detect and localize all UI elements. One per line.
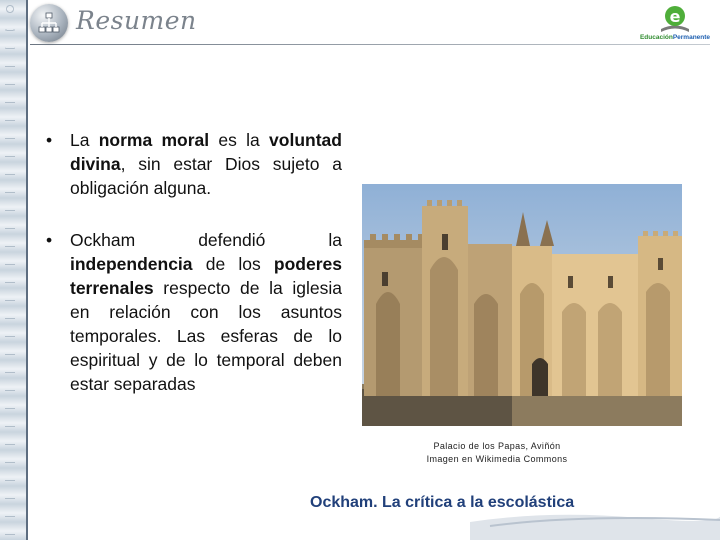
footer-title: Ockham. La crítica a la escolástica	[310, 494, 575, 511]
bullet-emphasis: voluntad divina	[70, 130, 342, 174]
bullet-text: Ockham defendió la	[70, 230, 342, 250]
caption-title: Palacio de los Papas, Aviñón	[433, 441, 561, 451]
bullet-text: respecto de la iglesia en relación con los asuntos temporales. Las esferas de lo espiritual y de lo temporal deben estar separadas	[70, 278, 342, 394]
sitemap-icon	[30, 4, 68, 42]
educacion-permanente-logo	[636, 4, 714, 44]
svg-text:e: e	[669, 7, 681, 26]
decorative-left-border	[0, 0, 28, 540]
bullet-emphasis: independencia	[70, 254, 193, 274]
e-book-logo-icon	[636, 4, 714, 34]
bullet-icon: •	[46, 130, 53, 150]
bullet-point	[46, 228, 342, 396]
palace-of-the-popes-photo	[362, 184, 682, 426]
header-divider	[30, 44, 710, 45]
bullet-icon: •	[46, 230, 53, 250]
bullet-emphasis: poderes terrenales	[70, 254, 342, 298]
logo-text-permanente: Permanente	[672, 34, 711, 41]
bullet-text: La	[70, 130, 90, 150]
bullet-text: de los	[205, 254, 261, 274]
summary-content	[46, 128, 342, 396]
bullet-text: , sin estar Dios sujeto a obligación alguna.	[70, 154, 342, 198]
bullet-emphasis: norma moral	[98, 130, 210, 150]
bullet-text: es la	[218, 130, 260, 150]
page-title: Resumen	[76, 6, 197, 35]
bullet-point	[46, 128, 342, 200]
caption-source-link[interactable]: Imagen en Wikimedia Commons	[426, 454, 568, 464]
logo-text-educacion: Educación	[639, 34, 673, 41]
photo-caption	[396, 440, 598, 466]
